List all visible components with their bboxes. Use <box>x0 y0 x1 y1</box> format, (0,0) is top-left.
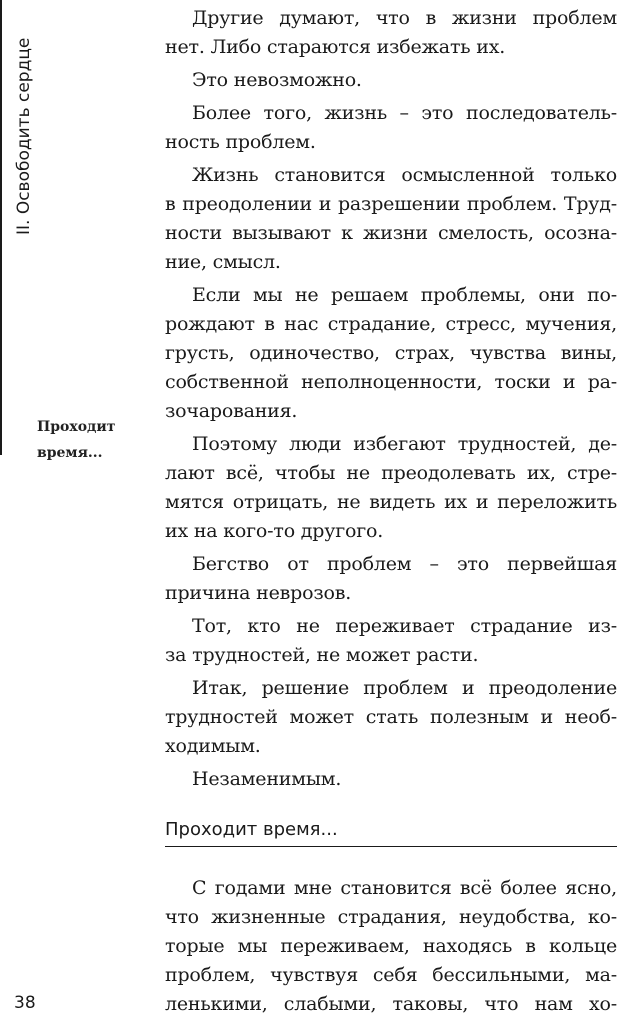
text-line: ности вызывают к жизни смелость, осозна- <box>165 222 617 244</box>
text-line: трудностей может стать полезным и необ- <box>165 706 617 728</box>
margin-rule <box>0 0 2 455</box>
text-line: нет. Либо стараются избежать их. <box>165 36 506 58</box>
text-line: собственной неполноценности, тоски и ра- <box>165 371 617 393</box>
text-line: что жизненные страдания, неудобства, ко- <box>165 906 617 928</box>
text-line: ние, смысл. <box>165 251 281 273</box>
text-line: Если мы не решаем проблемы, они по- <box>192 284 617 306</box>
text-line: Это невозможно. <box>192 69 362 91</box>
text-line: в преодолении и разрешении проблем. Труд- <box>165 193 617 215</box>
page-number: 38 <box>14 993 36 1013</box>
text-line: Тот, кто не переживает страдание из- <box>192 615 617 637</box>
text-line: Бегство от проблем – это первейшая <box>192 553 617 575</box>
text-line: рождают в нас страдание, стресс, мучения, <box>165 313 617 335</box>
text-line: проблем, чувствуя себя бессильными, ма- <box>165 964 617 986</box>
margin-note-line: время... <box>37 445 103 461</box>
margin-note-line: Проходит <box>37 419 116 435</box>
text-line: ленькими, слабыми, таковы, что нам хо- <box>165 993 617 1015</box>
section-heading: Проходит время... <box>165 818 617 847</box>
text-line: их на кого-то другого. <box>165 520 384 542</box>
text-line: ходимым. <box>165 735 261 757</box>
text-line: Более того, жизнь – это последователь- <box>192 102 617 124</box>
running-header <box>14 20 44 235</box>
text-line: ность проблем. <box>165 131 316 153</box>
text-line: лают всё, чтобы не преодолевать их, стре- <box>165 462 617 484</box>
section-text <box>165 874 617 1019</box>
text-line: Поэтому люди избегают трудностей, де- <box>192 433 617 455</box>
running-header-text: II. Освободить сердце <box>14 37 34 235</box>
text-line: Незаменимым. <box>192 768 342 790</box>
text-line: мятся отрицать, не видеть их и переложить <box>165 491 617 513</box>
text-line: Другие думают, что в жизни проблем <box>192 7 617 29</box>
text-line: зочарования. <box>165 400 298 422</box>
text-line: торые мы переживаем, находясь в кольце <box>165 935 617 957</box>
text-line: С годами мне становится всё более ясно, <box>192 877 617 899</box>
text-line: причина неврозов. <box>165 582 352 604</box>
text-line: грусть, одиночество, страх, чувства вины, <box>165 342 617 364</box>
margin-note <box>37 414 147 466</box>
body-text <box>165 4 617 794</box>
text-line: Итак, решение проблем и преодоление <box>192 677 617 699</box>
text-line: за трудностей, не может расти. <box>165 644 479 666</box>
text-line: Жизнь становится осмысленной только <box>192 164 617 186</box>
